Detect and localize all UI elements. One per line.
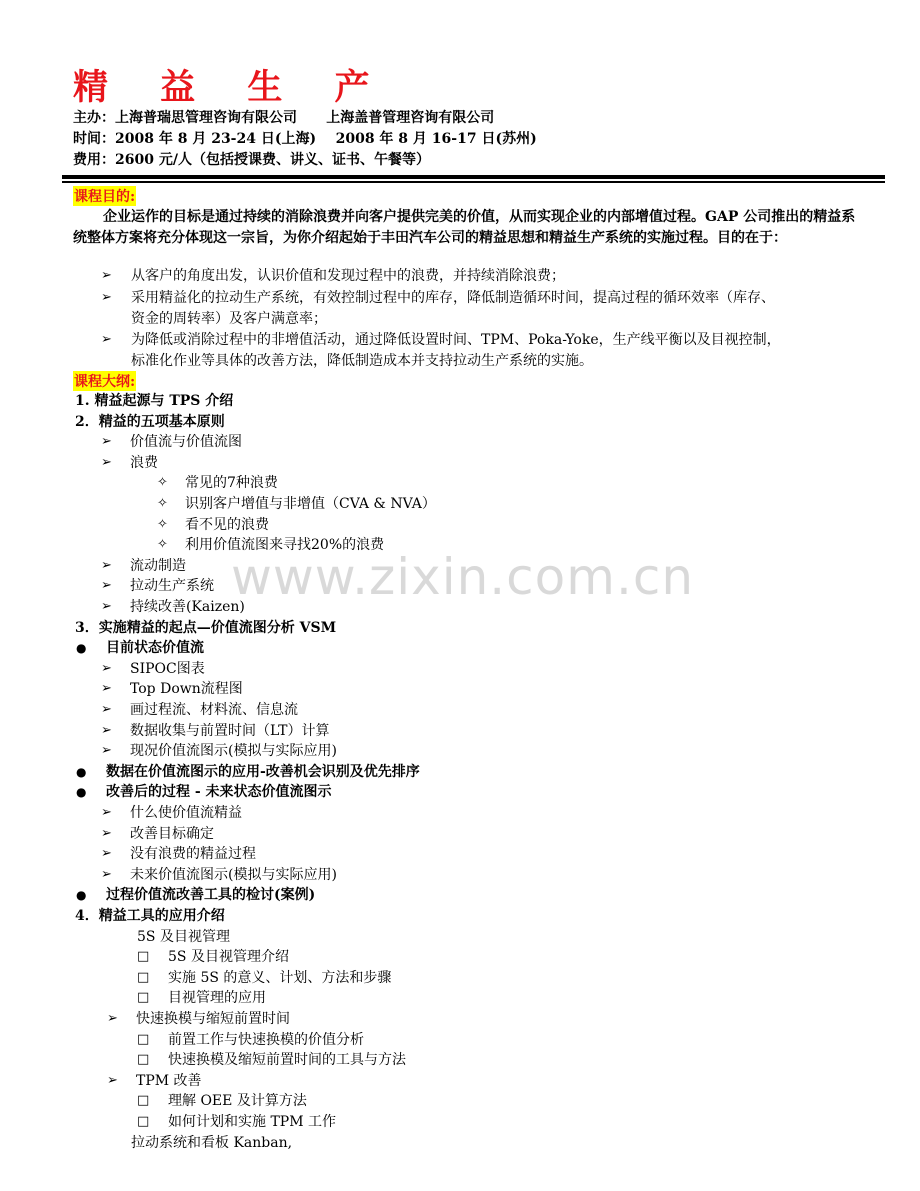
time-line: 时间：2008 年 8 月 23-24 日(上海) 2008 年 8 月 16-17 日(苏州) — [73, 131, 537, 147]
arrow-bullet-icon: ➢ — [101, 661, 112, 676]
outline-item: SIPOC图表 — [130, 661, 205, 677]
outline-item: 常见的7种浪费 — [185, 475, 278, 491]
fee-line: 费用：2600 元/人（包括授课费、讲义、证书、午餐等） — [73, 152, 430, 168]
square-bullet-icon: □ — [137, 1032, 150, 1047]
square-bullet-icon: □ — [137, 949, 150, 964]
outline-item: 目视管理的应用 — [168, 990, 266, 1006]
organizer-line: 主办：上海普瑞思管理咨询有限公司 上海盖普管理咨询有限公司 — [73, 110, 495, 126]
diamond-bullet-icon: ✧ — [157, 496, 168, 511]
objective-item-line: 为降低或消除过程中的非增值活动，通过降低设置时间、TPM、Poka-Yoke，生产线平衡以及目视控制， — [131, 332, 781, 348]
dot-bullet-icon: ● — [76, 888, 87, 902]
outline-item: 4．精益工具的应用介绍 — [75, 908, 225, 924]
outline-item: 没有浪费的精益过程 — [130, 846, 256, 862]
outline-item: 改善后的过程 - 未来状态价值流图示 — [106, 784, 332, 800]
outline-item: 数据在价值流图示的应用-改善机会识别及优先排序 — [106, 764, 420, 780]
arrow-bullet-icon: ➢ — [101, 578, 112, 593]
objective-item-line: 资金的周转率）及客户满意率； — [131, 311, 327, 327]
outline-item: 看不见的浪费 — [185, 517, 269, 533]
arrow-bullet-icon: ➢ — [107, 1011, 118, 1026]
outline-item: 过程价值流改善工具的检讨(案例) — [106, 887, 316, 903]
outline-item: 画过程流、材料流、信息流 — [130, 702, 298, 718]
arrow-bullet-icon: ➢ — [101, 455, 112, 470]
arrow-bullet-icon: ➢ — [101, 867, 112, 882]
header-rule-thick — [62, 175, 885, 179]
dot-bullet-icon: ● — [76, 641, 87, 655]
arrow-bullet-icon: ➢ — [101, 332, 112, 347]
outline-item: 流动制造 — [130, 558, 186, 574]
square-bullet-icon: □ — [137, 1114, 150, 1129]
outline-item: 持续改善(Kaizen) — [130, 599, 245, 615]
outline-item: 理解 OEE 及计算方法 — [168, 1093, 307, 1109]
arrow-bullet-icon: ➢ — [101, 681, 112, 696]
outline-item: 改善目标确定 — [130, 826, 214, 842]
arrow-bullet-icon: ➢ — [101, 290, 112, 305]
arrow-bullet-icon: ➢ — [101, 846, 112, 861]
square-bullet-icon: □ — [137, 1093, 150, 1108]
objective-paragraph: 企业运作的目标是通过持续的消除浪费并向客户提供完美的价值，从而实现企业的内部增值过程。GAP 公司推出的精益系统整体方案将充分体现这一宗旨，为你介绍起始于丰田汽车公司的精益思想和精益生产系统的实施过程。目的在于： — [73, 209, 856, 246]
outline-item: 1. 精益起源与 TPS 介绍 — [75, 393, 234, 409]
diamond-bullet-icon: ✧ — [157, 517, 168, 532]
arrow-bullet-icon: ➢ — [101, 826, 112, 841]
outline-item: 未来价值流图示(模拟与实际应用) — [130, 867, 337, 883]
arrow-bullet-icon: ➢ — [101, 702, 112, 717]
arrow-bullet-icon: ➢ — [101, 558, 112, 573]
outline-item: 目前状态价值流 — [106, 640, 204, 656]
outline-item: 前置工作与快速换模的价值分析 — [168, 1032, 364, 1048]
outline-item: 3．实施精益的起点—价值流图分析 VSM — [75, 620, 337, 636]
outline-item: TPM 改善 — [136, 1073, 202, 1089]
arrow-bullet-icon: ➢ — [101, 434, 112, 449]
outline-item: 拉动生产系统 — [130, 578, 214, 594]
objective-item-line: 从客户的角度出发，认识价值和发现过程中的浪费，并持续消除浪费； — [131, 268, 565, 284]
outline-item: 现况价值流图示(模拟与实际应用) — [130, 743, 337, 759]
outline-item: 快速换模与缩短前置时间 — [136, 1011, 290, 1027]
dot-bullet-icon: ● — [76, 765, 87, 779]
dot-bullet-icon: ● — [76, 785, 87, 799]
outline-item: Top Down流程图 — [130, 681, 243, 697]
objective-item-line: 采用精益化的拉动生产系统，有效控制过程中的库存，降低制造循环时间，提高过程的循环效率（库存、 — [131, 290, 775, 306]
outline-item: 什么使价值流精益 — [130, 805, 242, 821]
square-bullet-icon: □ — [137, 970, 150, 985]
square-bullet-icon: □ — [137, 990, 150, 1005]
arrow-bullet-icon: ➢ — [101, 723, 112, 738]
outline-item: 5S 及目视管理介绍 — [168, 949, 289, 965]
watermark: www.zixin.com.cn — [231, 548, 695, 606]
arrow-bullet-icon: ➢ — [101, 599, 112, 614]
outline-item: 拉动系统和看板 Kanban, — [131, 1135, 293, 1151]
outline-heading: 课程大纲: — [73, 371, 136, 391]
square-bullet-icon: □ — [137, 1052, 150, 1067]
arrow-bullet-icon: ➢ — [101, 743, 112, 758]
outline-item: 快速换模及缩短前置时间的工具与方法 — [168, 1052, 406, 1068]
objective-heading: 课程目的: — [73, 186, 136, 206]
page-title: 精 益 生 产 — [73, 68, 390, 108]
outline-item: 浪费 — [130, 455, 158, 471]
diamond-bullet-icon: ✧ — [157, 537, 168, 552]
outline-item: 2．精益的五项基本原则 — [75, 414, 225, 430]
diamond-bullet-icon: ✧ — [157, 475, 168, 490]
outline-item: 5S 及目视管理 — [137, 929, 230, 945]
outline-item: 数据收集与前置时间（LT）计算 — [130, 723, 330, 739]
outline-item: 如何计划和实施 TPM 工作 — [168, 1114, 336, 1130]
arrow-bullet-icon: ➢ — [101, 805, 112, 820]
objective-item-line: 标准化作业等具体的改善方法，降低制造成本并支持拉动生产系统的实施。 — [131, 353, 593, 369]
arrow-bullet-icon: ➢ — [101, 268, 112, 283]
outline-item: 利用价值流图来寻找20%的浪费 — [185, 537, 385, 553]
outline-item: 识别客户增值与非增值（CVA & NVA） — [185, 496, 436, 512]
header-rule-thin — [62, 181, 885, 183]
arrow-bullet-icon: ➢ — [107, 1073, 118, 1088]
outline-item: 实施 5S 的意义、计划、方法和步骤 — [168, 970, 392, 986]
outline-item: 价值流与价值流图 — [130, 434, 242, 450]
